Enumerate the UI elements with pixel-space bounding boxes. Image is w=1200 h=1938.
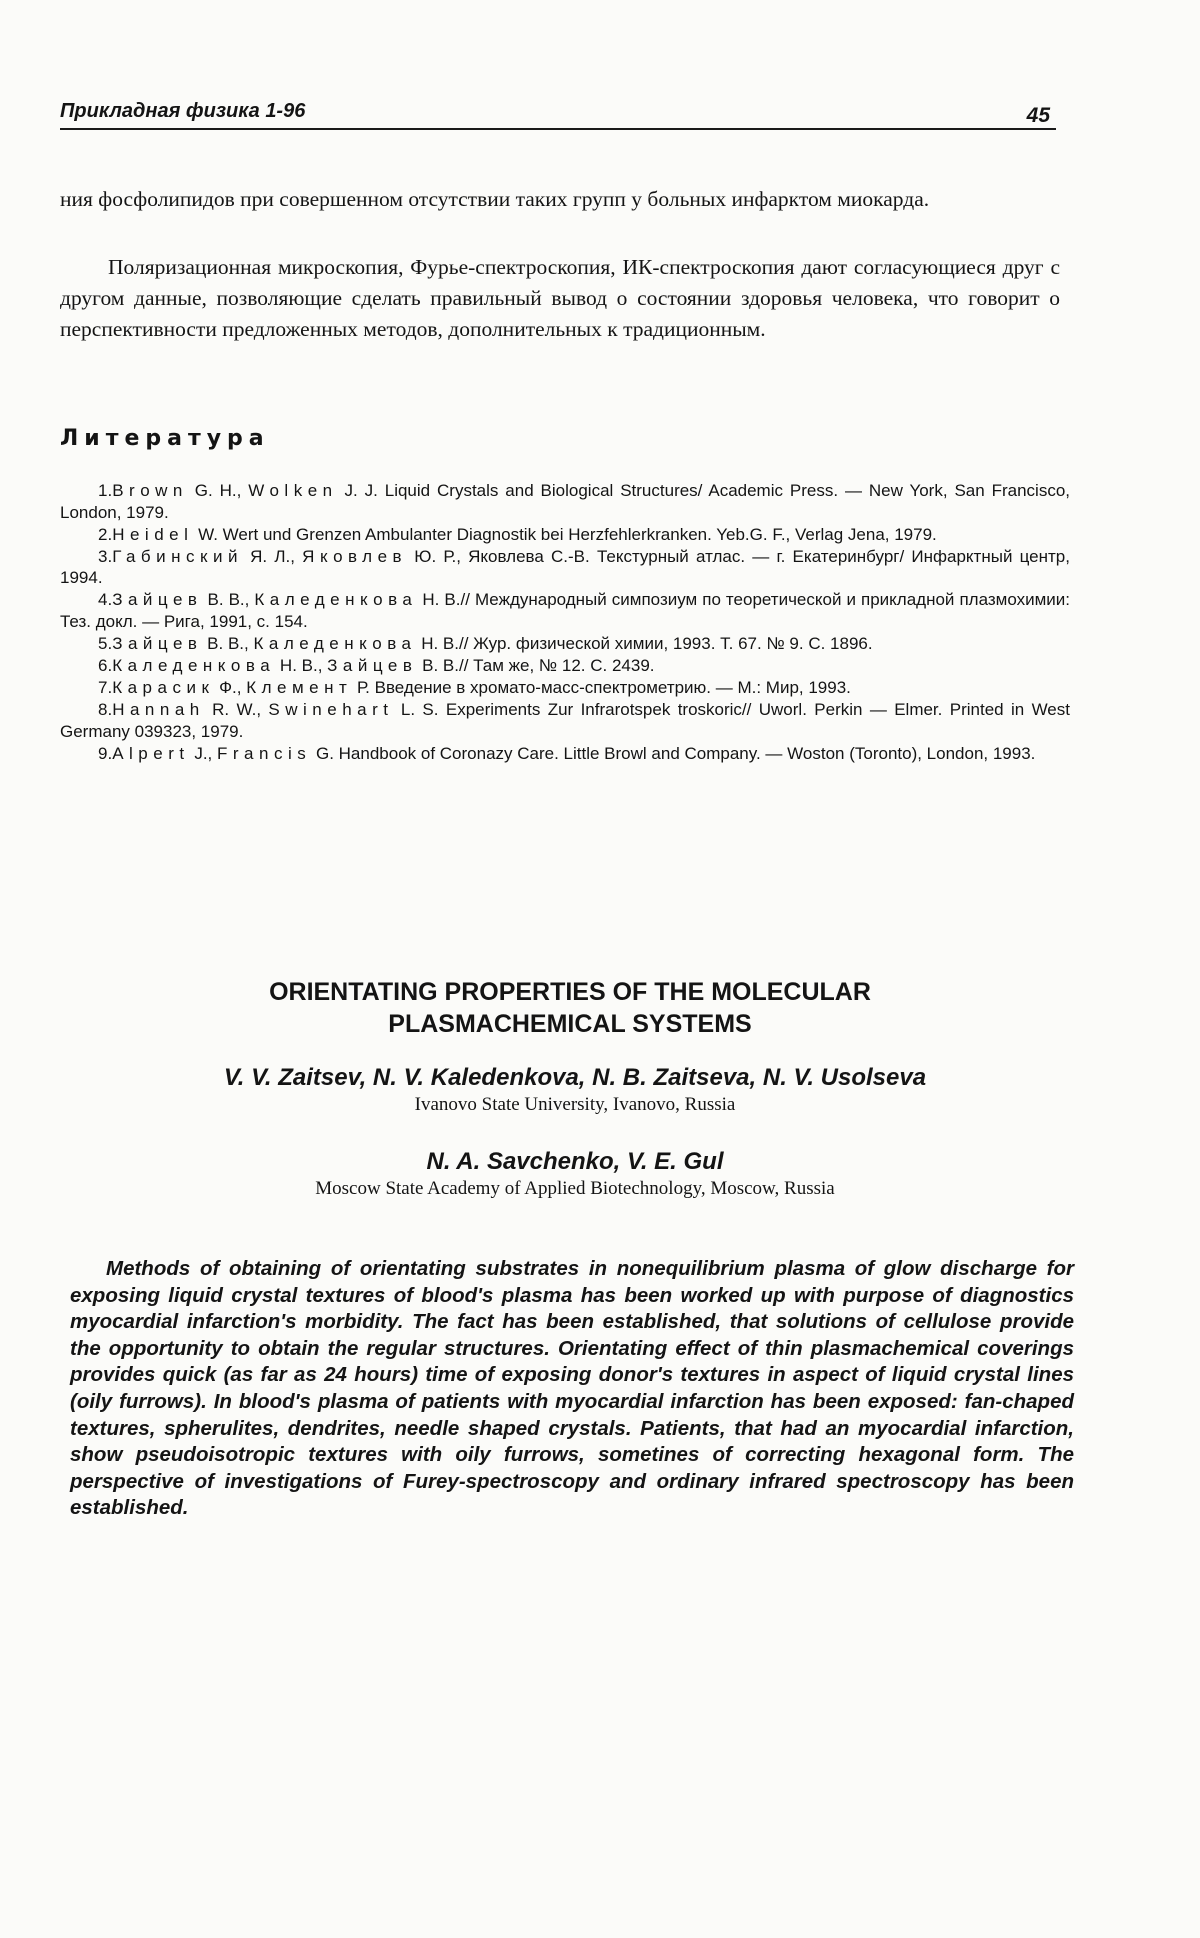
affiliation-2: Moscow State Academy of Applied Biotechnology, Moscow, Russia [315,1178,835,1199]
journal-name: Прикладная физика 1-96 [60,100,306,122]
reference-item: 9.Alpert J., Francis G. Handbook of Coronazy Care. Little Browl and Company. — Woston (Toronto), London, 1993. [98,744,1036,764]
authors-group-2: N. A. Savchenko, V. E. Gul [426,1148,724,1175]
running-header [60,98,1056,130]
page-number: 45 [1026,104,1050,127]
authors-group-1: V. V. Zaitsev, N. V. Kaledenkova, N. B. Zaitseva, N. V. Usolseva [223,1064,927,1091]
paragraph-continuation: ния фосфолипидов при совершенном отсутствии таких групп у больных инфарктом миокарда. [60,187,930,211]
article-title-line: ORIENTATING PROPERTIES OF THE MOLECULAR [269,978,871,1006]
reference-item: 4.Зайцев В. В., Каледенкова Н. В.// Международный симпозиум по теоретической и прикладной плазмохимии: Тез. докл. — Рига, 1991, с. 154. [60,590,1070,632]
reference-item: 7.Карасик Ф., Клемент Р. Введение в хромато-масс-спектрометрию. — М.: Мир, 1993. [98,678,851,698]
article-title [130,976,1010,1040]
reference-item: 6.Каледенкова Н. В., Зайцев В. В.// Там же, № 12. С. 2439. [98,656,655,676]
article-title-line: PLASMACHEMICAL SYSTEMS [388,1010,752,1038]
reference-item: 2.Heidel W. Wert und Grenzen Ambulanter Diagnostik bei Herzfehlerkranken. Yeb.G. F., Verlag Jena, 1979. [98,524,937,544]
affiliation-1: Ivanovo State University, Ivanovo, Russia [414,1094,736,1115]
reference-item: 8.Hannah R. W., Swinehart L. S. Experiments Zur Infrarotspek troskoric// Uworl. Perkin — Elmer. Printed in West Germany 039323, 1979. [60,700,1070,742]
reference-item: 3.Габинский Я. Л., Яковлев Ю. Р., Яковлева С.-В. Текстурный атлас. — г. Екатеринбург/ Инфарктный центр, 1994. [60,546,1070,588]
abstract: Methods of obtaining of orientating substrates in nonequilibrium plasma of glow discharge for exposing liquid crystal textures of blood's plasma has been worked up with purpose of diagnostics myocardial infarction's morbidity. The fact has been established, that solutions of cellulose provide the opportunity to obtain the regular structures. Orientating effect of thin plasmachemical coverings provides quick (as far as 24 hours) time of exposing donor's textures in aspect of liquid crystal lines (oily furrows). In blood's plasma of patients with myocardial infarction has been exposed: fan-chaped textures, spherulites, dendrites, needle shaped crystals. Patients, that had an myocardial infarction, show pseudoisotropic textures with oily furrows, sometines of correcting hexagonal form. The perspective of investigations of Furey-spectroscopy and ordinary infrared spectroscopy has been established. [70,1257,1074,1520]
reference-list [60,480,1070,765]
reference-item: 5.Зайцев В. В., Каледенкова Н. В.// Жур. физической химии, 1993. Т. 67. № 9. С. 1896. [98,634,873,654]
reference-item: 1.Brown G. H., Wolken J. J. Liquid Crystals and Biological Structures/ Academic Press. — New York, San Francisco, London, 1979. [60,481,1071,522]
literature-heading: Литература [60,426,270,451]
paragraph-conclusion: Поляризационная микроскопия, Фурье-спектроскопия, ИК-спектроскопия дают согласующиеся друг с другом данные, позволяющие сделать правильный вывод о состоянии здоровья человека, что говорит о перспективности предложенных методов, дополнительных к традиционным. [60,255,1060,341]
